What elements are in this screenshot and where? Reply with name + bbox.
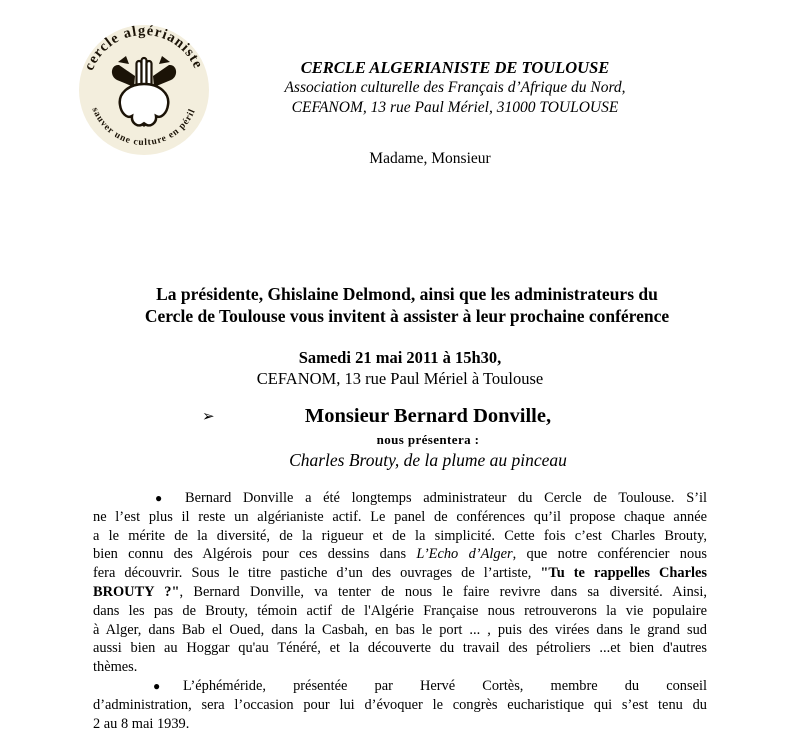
speaker-name: Monsieur Bernard Donville,	[304, 405, 552, 427]
org-title: CERCLE ALGERIANISTE DE TOULOUSE	[300, 58, 610, 77]
letterhead	[250, 57, 660, 118]
arrow-bullet-icon: ➢	[202, 409, 215, 425]
event-date: Samedi 21 mai 2011 à 15h30,	[298, 348, 502, 367]
body-line: fera découvrir. Sous le titre pastiche d’un des ouvrages de l’artiste, "Tu te rappelles Charles	[93, 565, 707, 582]
body-line: d’administration, sera l’occasion pour lui d’évoquer le congrès eucharistique qui s’est tenu du	[93, 696, 707, 713]
invitation-line-1: La présidente, Ghislaine Delmond, ainsi que les administrateurs du	[156, 284, 658, 304]
body-line: ● L’éphéméride, présentée par Hervé Cortès, membre du conseil	[153, 677, 707, 694]
salutation: Madame, Monsieur	[369, 150, 491, 167]
body-line: 2 au 8 mai 1939.	[93, 715, 190, 732]
logo-top-arc-text: cercle algérianiste	[81, 24, 206, 73]
logo-bottom-arc-text: sauver une culture en péril	[89, 106, 198, 149]
list-bullet-icon: ●	[155, 491, 163, 505]
speaker-block	[62, 404, 794, 470]
talk-title: Charles Brouty, de la plume au pinceau	[289, 450, 567, 470]
org-address: CEFANOM, 13 rue Paul Mériel, 31000 TOULOUSE	[291, 99, 619, 116]
body-paragraph	[93, 677, 707, 733]
event-block	[13, 347, 787, 389]
invitation-heading	[20, 283, 794, 327]
body-line: thèmes.	[93, 659, 138, 676]
body-text	[93, 489, 707, 733]
logo-svg	[73, 24, 215, 160]
speaker-intro: nous présentera :	[376, 432, 480, 447]
event-venue: CEFANOM, 13 rue Paul Mériel à Toulouse	[256, 369, 544, 388]
invitation-line-2: Cercle de Toulouse vous invitent à assister à leur prochaine conférence	[144, 306, 670, 326]
body-line: ● Bernard Donville a été longtemps administrateur du Cercle de Toulouse. S’il	[155, 490, 707, 506]
association-logo	[73, 24, 215, 165]
body-line: à Alger, dans Bab el Oued, dans la Casbah, en bas le port ... , puis des virées dans le grand sud	[93, 621, 707, 638]
body-line: dans les pas de Brouty, témoin actif de l'Algérie Française nous retrouverons la vie populaire	[93, 602, 707, 619]
body-line: bien connu des Algérois pour ces dessins dans L’Echo d’Alger, que notre conférencier nous	[93, 546, 707, 563]
body-line: BROUTY ?", Bernard Donville, va tenter de nous le faire revivre dans sa diversité. Ainsi,	[93, 583, 707, 600]
body-paragraph	[93, 489, 707, 677]
body-line: aussi bien au Hoggar qu'au Ténéré, et la découverte du travail des pétroliers ...et bien d'autres	[93, 640, 707, 657]
org-subtitle: Association culturelle des Français d’Afrique du Nord,	[284, 79, 626, 96]
body-line: a le mérite de la diversité, de la rigueur et de la simplicité. Cette fois c’est Charles Brouty,	[93, 527, 707, 544]
body-line: ne l’est plus il reste un algérianiste actif. Le panel de conférences qu’il propose chaque année	[93, 508, 707, 525]
list-bullet-icon: ●	[153, 678, 161, 693]
